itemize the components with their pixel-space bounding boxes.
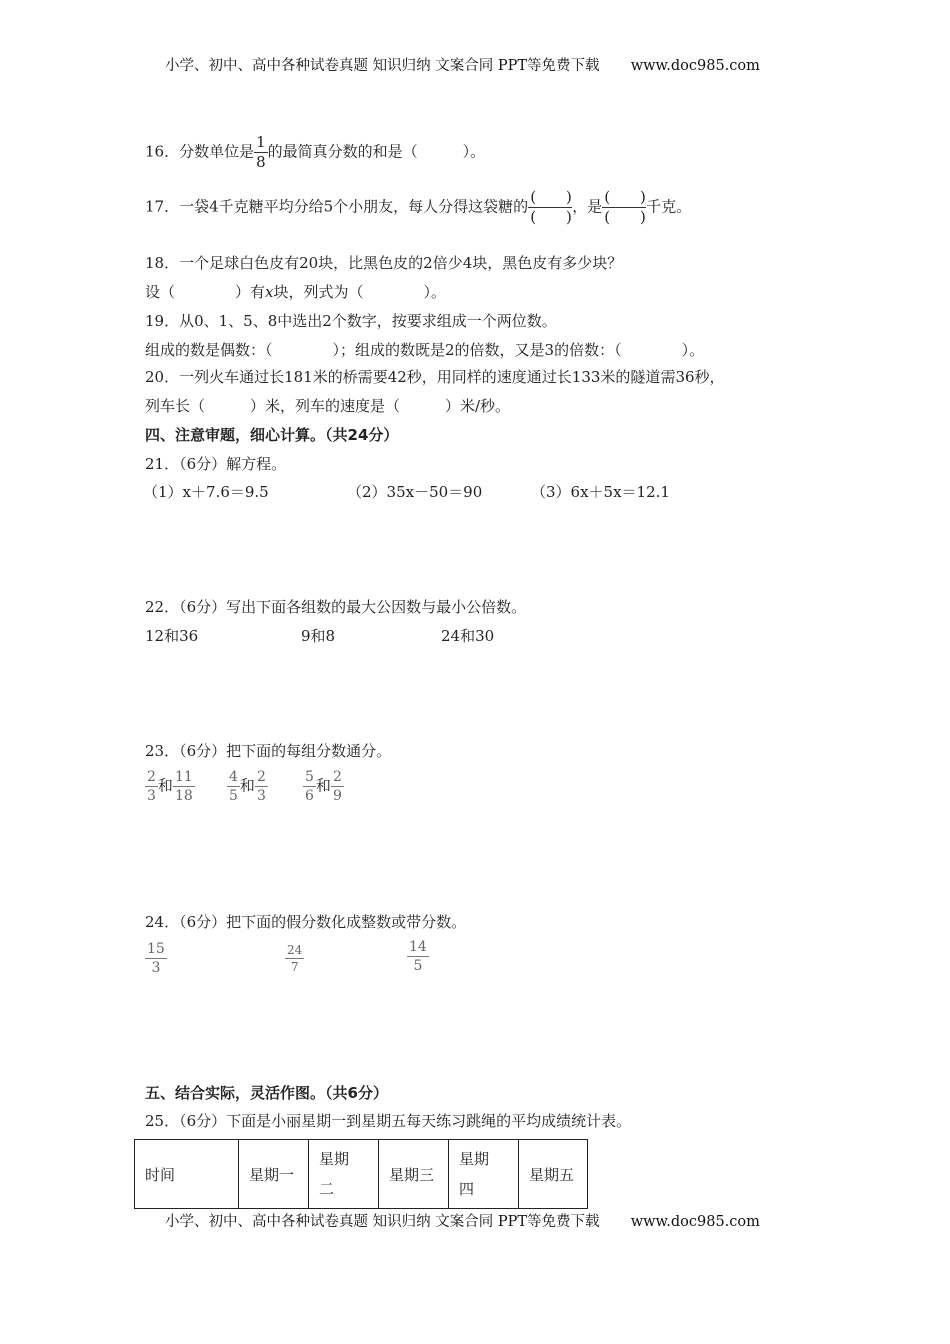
fraction-blank-1: $\frac{( )}{( )}$ (530, 188, 572, 226)
footer-url: www.doc985.com (630, 1214, 760, 1230)
question-22-title: 22．（6分）写出下面各组数的最大公因数与最小公倍数。 (145, 598, 527, 616)
question-23-title: 23．（6分）把下面的每组分数通分。 (145, 742, 392, 760)
table-cell: 时间 (135, 1140, 239, 1209)
fraction-group-1: $\frac{2}{3}$ 和 $\frac{11}{18}$ (147, 769, 193, 804)
page-footer (165, 1214, 760, 1231)
page-header (165, 58, 760, 75)
question-19-line1: 19．从0、1、5、8中选出2个数字，按要求组成一个两位数。 (145, 312, 557, 330)
question-20-line2: 列车长（ ）米，列车的速度是（ ）米/秒。 (145, 397, 511, 415)
question-20-line1: 20．一列火车通过长181米的桥需要42秒，用同样的速度通过长133米的隧道需36秒， (145, 368, 725, 386)
question-16: 16．分数单位是 $\frac{1}{8}$ 的最简真分数的和是（ ）。 (145, 133, 486, 171)
table-row (135, 1140, 588, 1209)
equation-2: （2）35x－50＝90 (347, 483, 483, 501)
number-pair-3: 24和30 (441, 627, 495, 645)
footer-text: 小学、初中、高中各种试卷真题 知识归纳 文案合同 PPT等免费下载 (165, 1214, 600, 1230)
improper-fraction-1: $\frac{15}{3}$ (147, 941, 165, 976)
section-4-title: 四、注意审题，细心计算。（共24分） (145, 426, 399, 444)
table-cell: 星期三 (379, 1140, 449, 1209)
variable-x: x (265, 283, 274, 301)
question-18-line2: 设（ ）有x块，列式为（ ）。 (145, 283, 446, 301)
header-text: 小学、初中、高中各种试卷真题 知识归纳 文案合同 PPT等免费下载 (165, 58, 600, 74)
question-17: 17．一袋4千克糖平均分给5个小朋友，每人分得这袋糖的 $\frac{( )}{( )}$ ，是 $\frac{( )}{( )}$ 千克。 (145, 188, 692, 226)
question-19-line2: 组成的数是偶数：（ ）；组成的数既是2的倍数，又是3的倍数：（ ）。 (145, 341, 705, 359)
improper-fraction-3: $\frac{14}{5}$ (409, 939, 427, 974)
number-pair-2: 9和8 (301, 627, 336, 645)
fraction-blank-2: $\frac{( )}{( )}$ (604, 188, 646, 226)
equation-3: （3）6x＋5x＝12.1 (531, 483, 670, 501)
table-cell: 星期五 (519, 1140, 588, 1209)
number-pair-1: 12和36 (145, 627, 199, 645)
question-21-title: 21．（6分）解方程。 (145, 455, 287, 473)
table-cell: 星期 四 (449, 1140, 519, 1209)
header-url: www.doc985.com (630, 58, 760, 74)
improper-fraction-2: $\frac{24}{7}$ (287, 943, 303, 974)
fraction-one-eighth: $\frac{1}{8}$ (256, 133, 266, 171)
question-24-title: 24．（6分）把下面的假分数化成整数或带分数。 (145, 913, 467, 931)
fraction-group-2: $\frac{4}{5}$ 和 $\frac{2}{3}$ (229, 769, 266, 804)
fraction-group-3: $\frac{5}{6}$ 和 $\frac{2}{9}$ (305, 769, 342, 804)
jump-rope-stats-table (134, 1139, 588, 1209)
section-5-title: 五、结合实际，灵活作图。（共6分） (145, 1084, 388, 1102)
question-25-title: 25．（6分）下面是小丽星期一到星期五每天练习跳绳的平均成绩统计表。 (145, 1112, 632, 1130)
equation-1: （1）x＋7.6＝9.5 (143, 483, 269, 501)
question-18-line1: 18．一个足球白色皮有20块，比黑色皮的2倍少4块，黑色皮有多少块？ (145, 254, 623, 272)
table-cell: 星期 二 (309, 1140, 379, 1209)
table-cell: 星期一 (239, 1140, 309, 1209)
